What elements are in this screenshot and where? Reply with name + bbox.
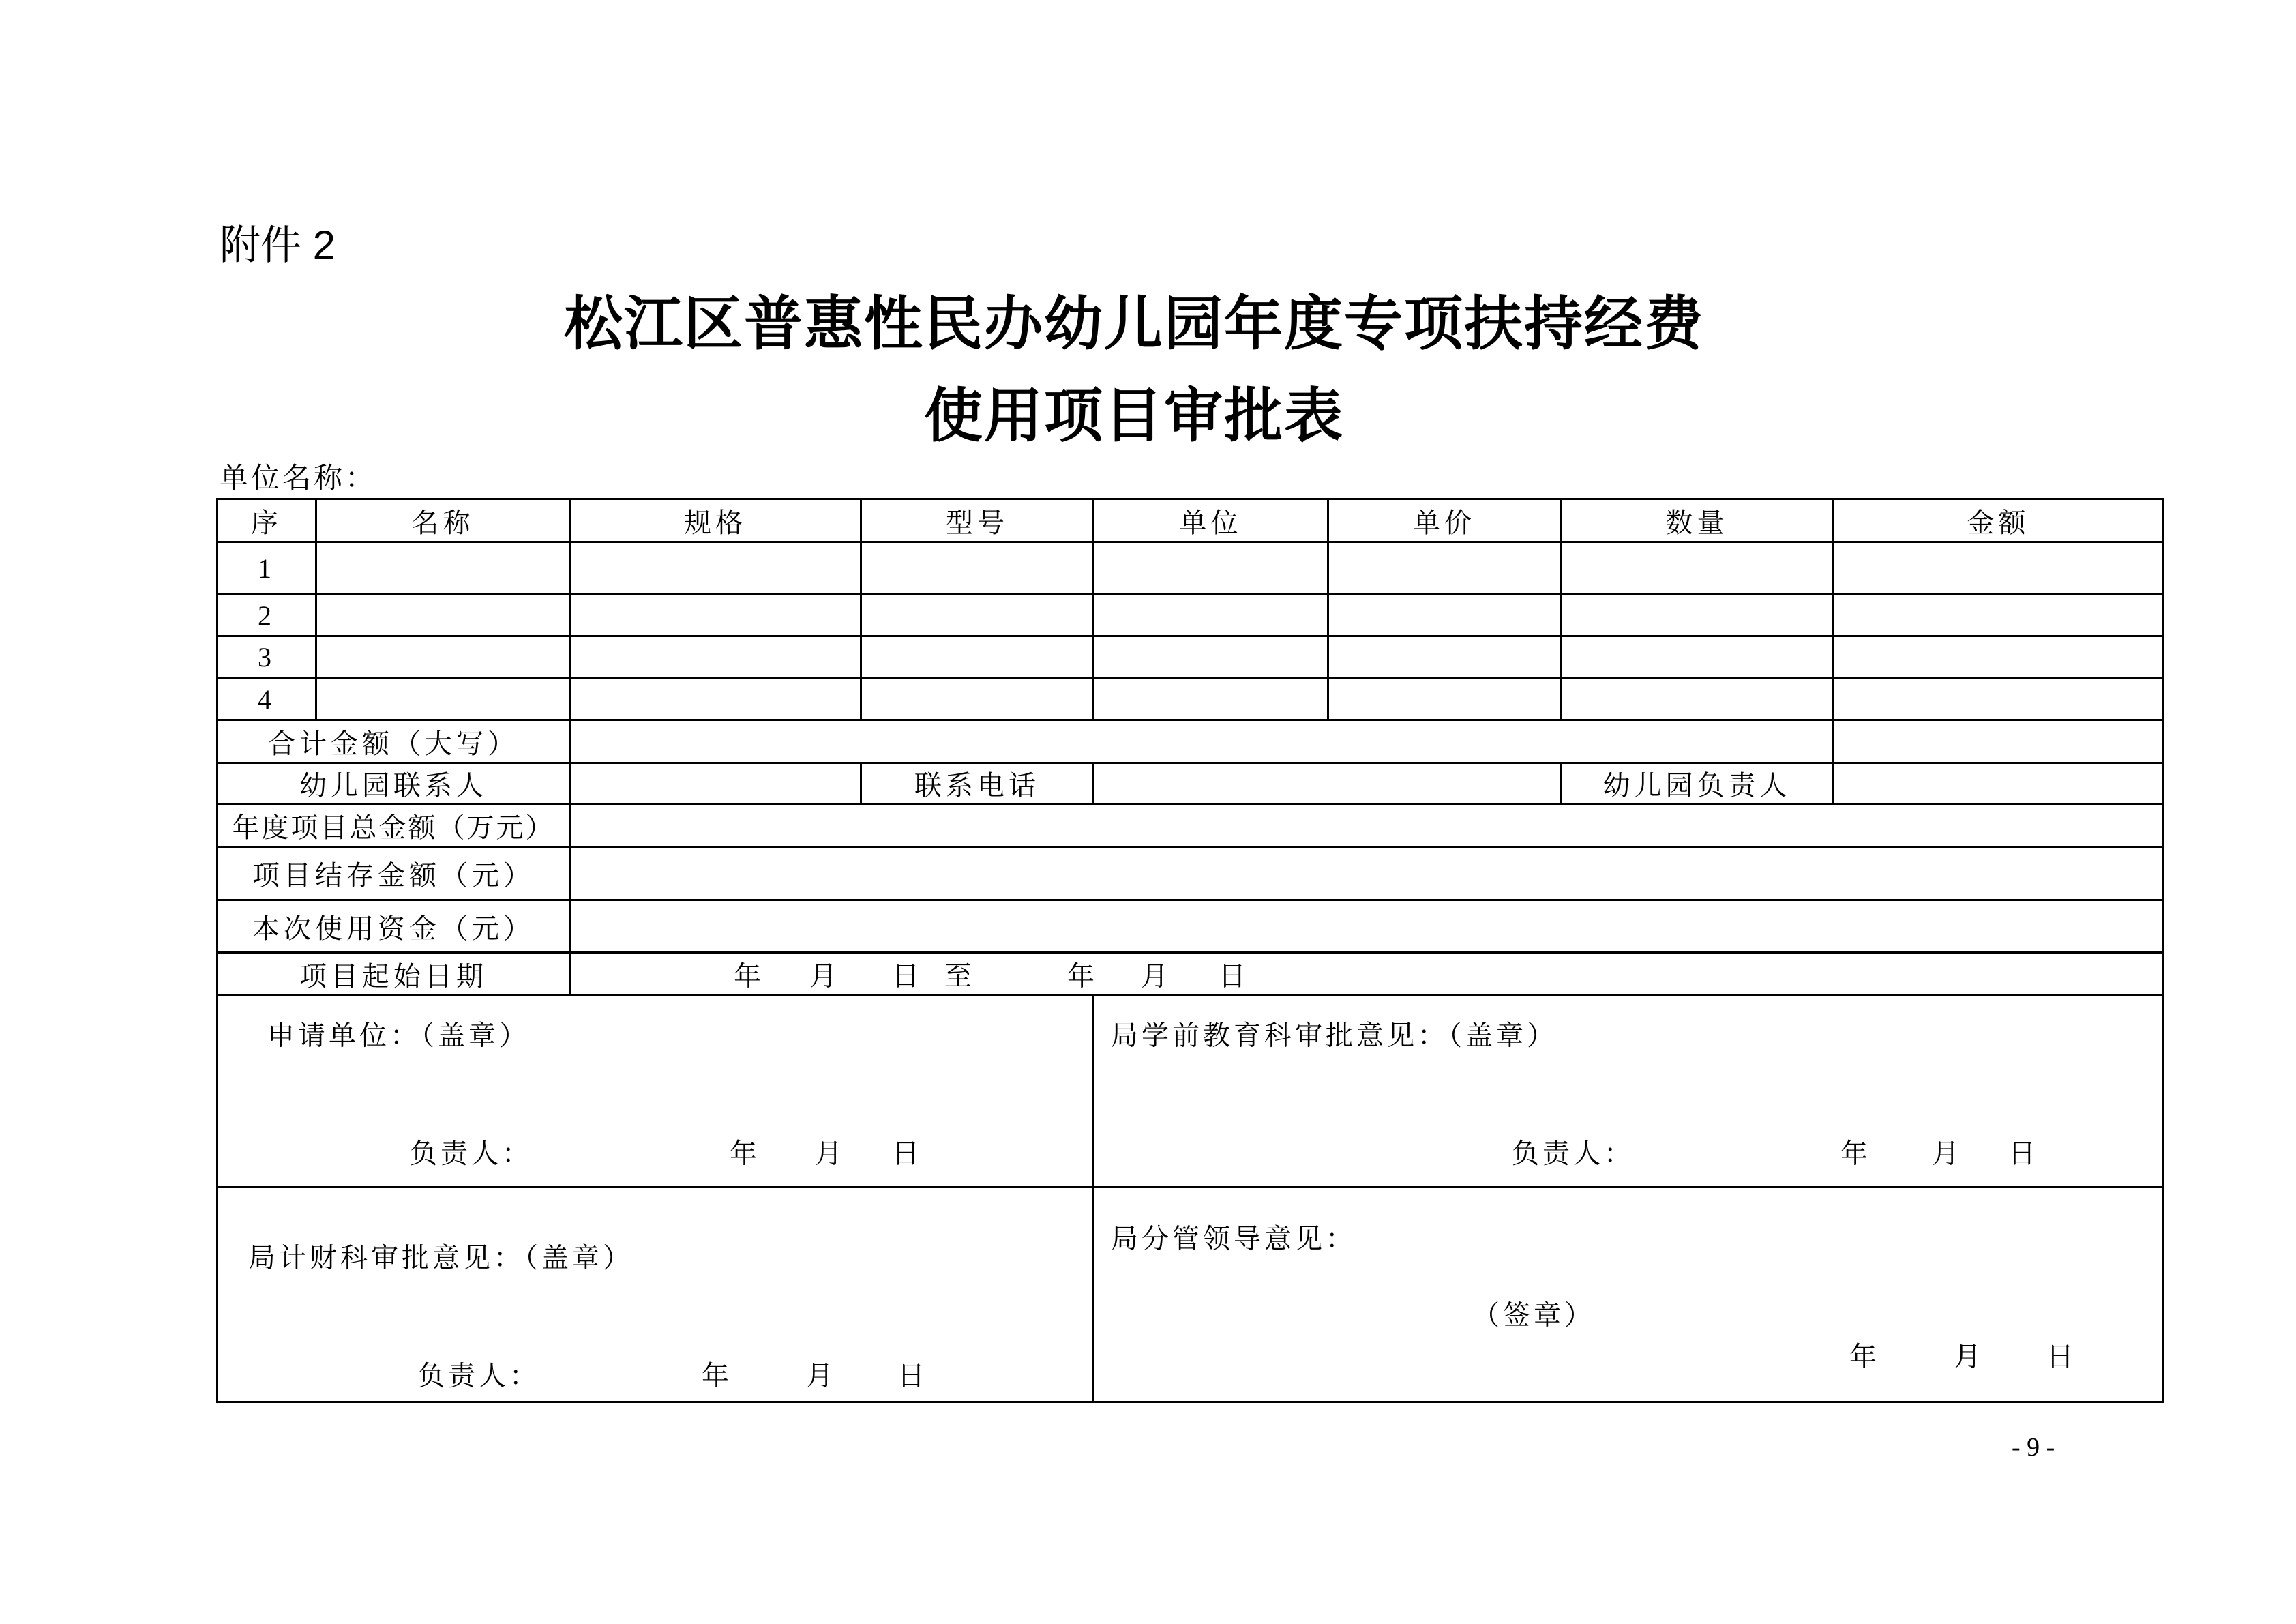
contact-cell[interactable] <box>570 763 861 804</box>
spec-cell[interactable] <box>570 542 861 595</box>
total-amount-cell[interactable] <box>1834 720 2164 763</box>
spec-cell[interactable] <box>570 595 861 636</box>
leader-month: 月 <box>1954 1341 1984 1372</box>
name-cell[interactable] <box>316 542 570 595</box>
finance-year: 年 <box>702 1360 732 1391</box>
contact-label: 幼儿园联系人 <box>218 763 570 804</box>
quantity-cell[interactable] <box>1561 636 1834 679</box>
annual-total-cell[interactable] <box>570 804 2164 847</box>
leader-panel[interactable] <box>1094 1187 2164 1402</box>
leader-title: 局分管领导意见： <box>1111 1223 1356 1254</box>
row-number: 2 <box>218 595 316 636</box>
applicant-panel[interactable] <box>218 996 1094 1187</box>
balance-label: 项目结存金额（元） <box>218 847 570 900</box>
header-cell: 单价 <box>1328 499 1561 542</box>
unit-cell[interactable] <box>1094 595 1328 636</box>
unit-name-label: 单位名称： <box>220 463 377 494</box>
date-cell[interactable] <box>570 953 2164 996</box>
preschool-year: 年 <box>1840 1138 1871 1169</box>
date-to: 至 <box>944 960 975 992</box>
use-label: 本次使用资金（元） <box>218 900 570 953</box>
model-cell[interactable] <box>861 542 1094 595</box>
unit-cell[interactable] <box>1094 542 1328 595</box>
phone-cell[interactable] <box>1094 763 1561 804</box>
total-words-cell[interactable] <box>570 720 1834 763</box>
model-cell[interactable] <box>861 595 1094 636</box>
amount-cell[interactable] <box>1834 542 2164 595</box>
finance-day: 日 <box>897 1360 928 1391</box>
unit-cell[interactable] <box>1094 636 1328 679</box>
preschool-day: 日 <box>2008 1138 2039 1169</box>
annual-total-label: 年度项目总金额（万元） <box>218 804 570 847</box>
approval-form-table <box>216 498 2164 1403</box>
quantity-cell[interactable] <box>1561 679 1834 720</box>
date-day-end: 日 <box>1219 960 1249 992</box>
date-label: 项目起始日期 <box>218 953 570 996</box>
quantity-cell[interactable] <box>1561 542 1834 595</box>
head-cell[interactable] <box>1834 763 2164 804</box>
name-cell[interactable] <box>316 679 570 720</box>
date-month-end: 月 <box>1141 960 1172 992</box>
header-row <box>218 499 2164 542</box>
header-cell: 序 <box>218 499 316 542</box>
finance-month: 月 <box>806 1360 837 1391</box>
name-cell[interactable] <box>316 595 570 636</box>
finance-person: 负责人： <box>417 1360 540 1391</box>
table-row <box>218 595 2164 636</box>
page-number: - 9 - <box>2012 1433 2055 1462</box>
applicant-person: 负责人： <box>410 1138 533 1169</box>
use-row <box>218 900 2164 953</box>
approval-row-2 <box>218 1187 2164 1402</box>
amount-cell[interactable] <box>1834 636 2164 679</box>
total-label: 合计金额（大写） <box>218 720 570 763</box>
row-number: 4 <box>218 679 316 720</box>
applicant-year: 年 <box>730 1138 760 1169</box>
model-cell[interactable] <box>861 636 1094 679</box>
balance-row <box>218 847 2164 900</box>
finance-title: 局计财科审批意见：（盖章） <box>248 1242 633 1273</box>
applicant-month: 月 <box>815 1138 846 1169</box>
applicant-day: 日 <box>892 1138 923 1169</box>
amount-cell[interactable] <box>1834 679 2164 720</box>
phone-label: 联系电话 <box>861 763 1094 804</box>
preschool-title: 局学前教育科审批意见：（盖章） <box>1111 1020 1557 1051</box>
balance-cell[interactable] <box>570 847 2164 900</box>
spec-cell[interactable] <box>570 636 861 679</box>
header-cell: 单位 <box>1094 499 1328 542</box>
date-year-start: 年 <box>734 960 764 992</box>
header-cell: 名称 <box>316 499 570 542</box>
price-cell[interactable] <box>1328 636 1561 679</box>
spec-cell[interactable] <box>570 679 861 720</box>
header-cell: 规格 <box>570 499 861 542</box>
header-cell: 数量 <box>1561 499 1834 542</box>
table-row <box>218 542 2164 595</box>
leader-year: 年 <box>1849 1341 1880 1372</box>
total-row <box>218 720 2164 763</box>
document-title: 松江区普惠性民办幼儿园年度专项扶持经费 <box>564 291 1704 357</box>
header-cell: 型号 <box>861 499 1094 542</box>
table-row <box>218 679 2164 720</box>
annual-total-row <box>218 804 2164 847</box>
preschool-month: 月 <box>1932 1138 1963 1169</box>
quantity-cell[interactable] <box>1561 595 1834 636</box>
contact-row <box>218 763 2164 804</box>
finance-panel[interactable] <box>218 1187 1094 1402</box>
date-month-start: 月 <box>809 960 840 992</box>
amount-cell[interactable] <box>1834 595 2164 636</box>
model-cell[interactable] <box>861 679 1094 720</box>
attachment-label: 附件 2 <box>220 222 336 268</box>
row-number: 3 <box>218 636 316 679</box>
leader-sign: （签章） <box>1472 1299 1595 1331</box>
leader-day: 日 <box>2046 1341 2077 1372</box>
document-subtitle: 使用项目审批表 <box>924 383 1344 449</box>
head-label: 幼儿园负责人 <box>1561 763 1834 804</box>
name-cell[interactable] <box>316 636 570 679</box>
price-cell[interactable] <box>1328 679 1561 720</box>
use-cell[interactable] <box>570 900 2164 953</box>
preschool-panel[interactable] <box>1094 996 2164 1187</box>
approval-row-1 <box>218 996 2164 1187</box>
unit-cell[interactable] <box>1094 679 1328 720</box>
header-cell: 金额 <box>1834 499 2164 542</box>
row-number: 1 <box>218 542 316 595</box>
date-year-end: 年 <box>1067 960 1098 992</box>
preschool-person: 负责人： <box>1512 1138 1635 1169</box>
price-cell[interactable] <box>1328 542 1561 595</box>
price-cell[interactable] <box>1328 595 1561 636</box>
date-row <box>218 953 2164 996</box>
date-day-start: 日 <box>892 960 923 992</box>
applicant-title: 申请单位：（盖章） <box>267 1020 530 1051</box>
table-row <box>218 636 2164 679</box>
